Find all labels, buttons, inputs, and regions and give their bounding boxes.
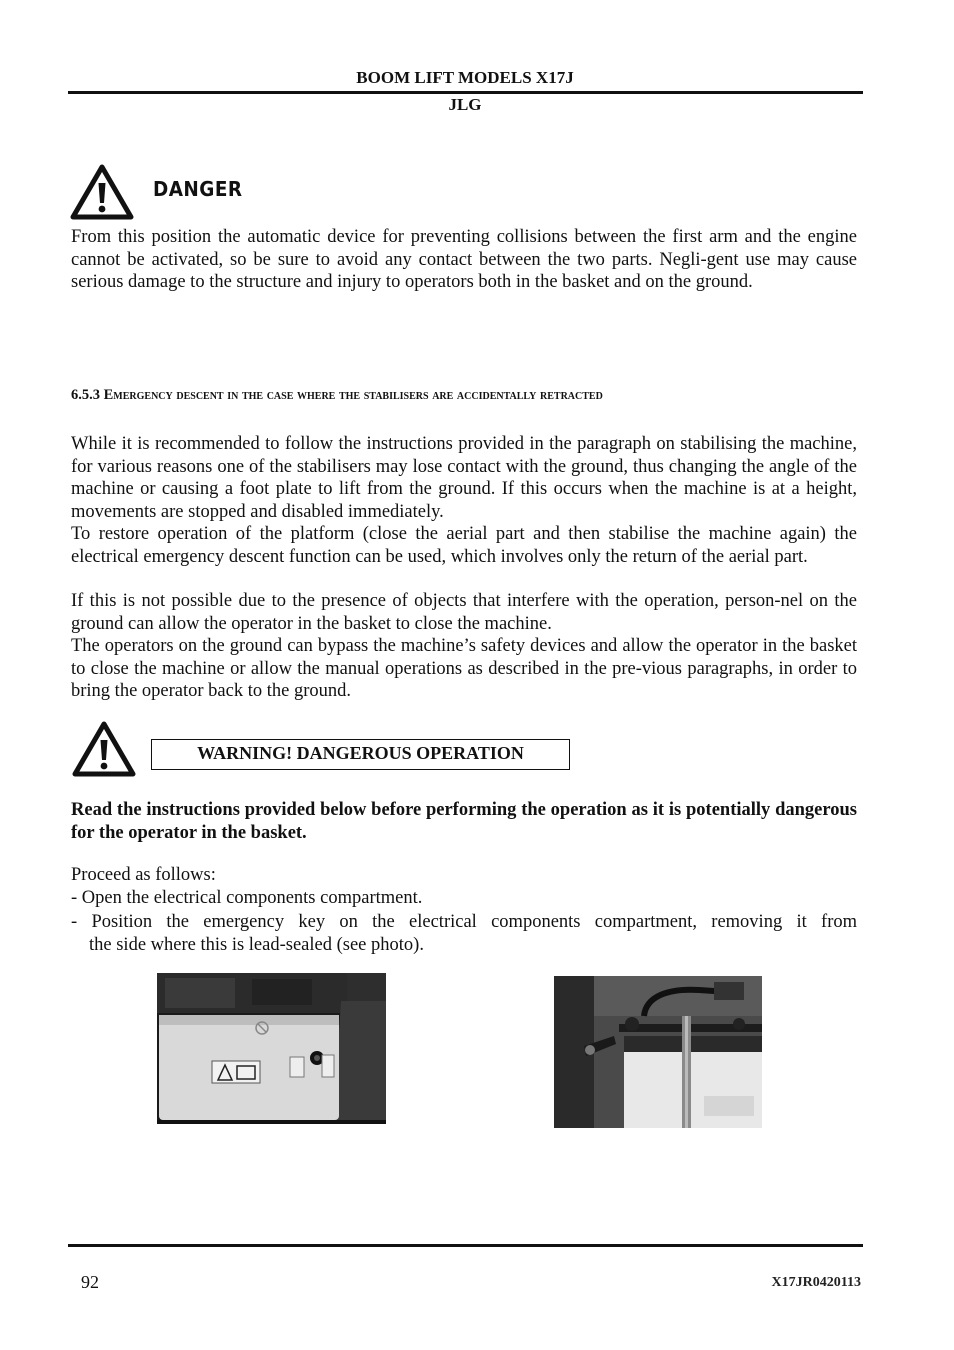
body-paragraph: If this is not possible due to the presence of objects that interfere with the operation, person-nel on the ground can allow the operator in the basket to close the machine. (71, 591, 857, 634)
section-title: Emergency descent in the case where the stabilisers are accidentally retracted (103, 387, 603, 403)
body-paragraph: While it is recommended to follow the instructions provided in the paragraph on stabilising the machine, for various reasons one of the stabilisers may lose contact with the ground, thus changing the angle of the machine or causing a foot plate to lift from the ground. If this occurs when the machine is at a height, movements are stopped and disabled immediately. (71, 434, 857, 522)
running-header-title: BOOM LIFT MODELS X17J (356, 68, 574, 87)
page-number: 92 (81, 1272, 99, 1292)
footer-rule (68, 1244, 863, 1247)
warning-label: WARNING! DANGEROUS OPERATION (197, 743, 524, 763)
photo-electrical-compartment (157, 973, 386, 1124)
running-header-brand: JLG (448, 95, 482, 114)
body-paragraph: The operators on the ground can bypass the machine’s safety devices and allow the operator in the basket to close the machine or allow the manual operations as described in the pre-vious paragraphs, in order to bring the operator back to the ground. (71, 636, 857, 701)
danger-text: From this position the automatic device for preventing collisions between the first arm and the engine cannot be activated, so be sure to avoid any contact between the two parts. Negli-gent use may cause serious damage to the structure and injury to operators both in the basket and on the ground. (71, 227, 857, 292)
danger-label: DANGER (153, 177, 243, 201)
photo-emergency-key-detail (554, 976, 762, 1128)
procedure-intro: Proceed as follows: (71, 865, 216, 885)
procedure-step: - Open the electrical components compartment. (71, 888, 423, 908)
warning-triangle-icon (70, 164, 134, 220)
body-paragraph: To restore operation of the platform (close the aerial part and then stabilise the machine again) the electrical emergency descent function can be used, which involves only the return of the aerial part. (71, 524, 857, 567)
procedure-step-continued: the side where this is lead-sealed (see photo). (89, 935, 424, 955)
document-code: X17JR0420113 (771, 1275, 861, 1290)
warning-note: Read the instructions provided below before performing the operation as it is potentially dangerous for the operator in the basket. (71, 800, 857, 843)
warning-triangle-icon (72, 721, 136, 777)
header-rule (68, 91, 863, 94)
procedure-step: - Position the emergency key on the electrical components compartment, removing it from (71, 912, 857, 932)
section-number: 6.5.3 (71, 387, 104, 403)
section-heading (71, 387, 603, 404)
